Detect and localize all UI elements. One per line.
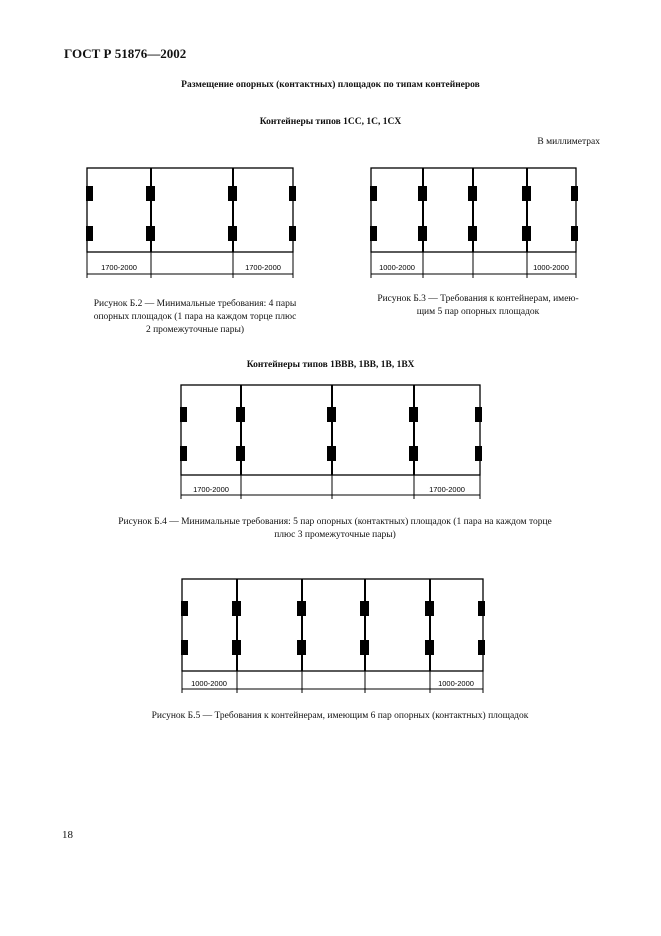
figure-b5-right-dimension: 1000-2000 [438, 679, 474, 688]
figure-b3-caption: Рисунок Б.3 — Требования к контейнерам, имею- щим 5 пар опорных площадок [377, 294, 579, 317]
figure-b5-diagram [179, 579, 489, 695]
figure-b3-diagram [370, 168, 582, 280]
figure-b5-left-dimension: 1000-2000 [191, 679, 227, 688]
figure-b4-left-dimension: 1700-2000 [193, 485, 229, 494]
figure-b2-right-dimension: 1700-2000 [245, 263, 281, 272]
figure-b5-caption: Рисунок Б.5 — Требования к контейнерам, имеющим 6 пар опорных (контактных) площадок [151, 711, 529, 721]
figure-b4-right-dimension: 1700-2000 [429, 485, 465, 494]
figure-b2-diagram [86, 168, 298, 280]
figure-b2-caption: Рисунок Б.2 — Минимальные требования: 4 пары опорных площадок (1 пара на каждом торце плюс 2 промежуточные пары) [93, 299, 297, 335]
figure-b4-diagram [178, 385, 488, 501]
page-number: 18 [62, 829, 73, 841]
figure-b2-left-dimension: 1700-2000 [101, 263, 137, 272]
figure-b3-right-dimension: 1000-2000 [533, 263, 569, 272]
document-header: ГОСТ Р 51876—2002 [64, 46, 187, 61]
section-heading-1bbb: Контейнеры типов 1ВВВ, 1ВВ, 1В, 1ВХ [246, 360, 415, 370]
page-title: Размещение опорных (контактных) площадок по типам контейнеров [181, 80, 480, 90]
section-heading-1cc: Контейнеры типов 1CC, 1C, 1CX [259, 117, 402, 127]
figure-b4-caption: Рисунок Б.4 — Минимальные требования: 5 пар опорных (контактных) площадок (1 пара на каждом торце плюс 3 промежуточные пары) [118, 517, 552, 540]
units-note: В миллиметрах [537, 137, 600, 147]
figure-b3-left-dimension: 1000-2000 [379, 263, 415, 272]
